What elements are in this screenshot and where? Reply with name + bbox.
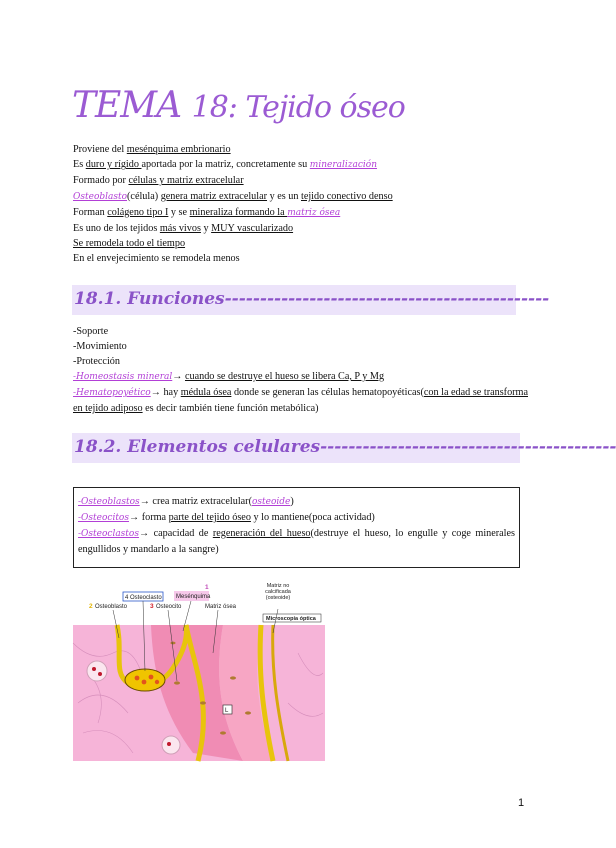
intro-line: Es duro y rígido aportada por la matriz, concretamente su mineralización — [73, 159, 377, 171]
bone-tissue-diagram — [73, 583, 325, 761]
label-microscopio: Microscopía óptica — [266, 616, 316, 622]
label-no-calcificada: Matriz no calcificada (osteoide) — [265, 583, 291, 601]
section-heading-elementos: 18.2. Elementos celulares------------------------------------------ — [72, 433, 520, 463]
funcion-item: -Soporte — [73, 326, 109, 337]
section-heading-funciones: 18.1. Funciones---------------------------------------------- — [72, 285, 516, 315]
intro-line: Se remodela todo el tiempo — [73, 238, 186, 250]
celulas-box — [73, 487, 520, 568]
funcion-item: -Hematopoyético→ hay médula ósea donde se generan las células hematopoyéticas(con la edad se transforma en tejido adiposo es decir también tiene función metabólica) — [73, 387, 528, 414]
funciones-block — [73, 324, 528, 416]
label-osteoblasto: Osteoblasto — [95, 604, 128, 610]
celula-item: -Osteoblastos→ crea matriz extracelular(osteoide) — [78, 496, 294, 507]
celula-item: -Osteoclastos→ capacidad de regeneración del hueso(destruye el hueso, lo engulle y coge minerales engullidos y mandarlo a la sangre) — [78, 528, 515, 555]
celula-item: -Osteocitos→ forma parte del tejido óseo y lo mantiene(poca actividad) — [78, 512, 375, 523]
label-osteocito: Osteocito — [156, 604, 182, 610]
intro-line: En el envejecimiento se remodela menos — [73, 253, 240, 265]
funcion-item: -Homeostasis mineral→ cuando se destruye el hueso se libera Ca, P y Mg — [73, 371, 385, 382]
intro-line: Osteoblasto(célula) genera matriz extracelular y es un tejido conectivo denso — [73, 190, 393, 202]
label-mesenquima: Mesénquima — [176, 594, 211, 600]
intro-line: Forman colágeno tipo I y se mineraliza formando la matriz ósea — [73, 206, 341, 218]
page-title: TEMA 18: Tejido óseo — [72, 85, 405, 126]
page-number: 1 — [518, 797, 525, 809]
intro-line: Formado por células y matriz extracelular — [73, 175, 244, 187]
funcion-item: -Protección — [73, 356, 120, 367]
label-matriz: Matriz ósea — [205, 604, 237, 610]
label-num-2: 2 — [89, 603, 93, 610]
label-num-3: 3 — [150, 603, 154, 610]
funcion-item: -Movimiento — [73, 341, 127, 352]
intro-line: Es uno de los tejidos más vivos y MUY vascularizado — [73, 223, 294, 235]
label-num-1: 1 — [205, 584, 209, 591]
marker-label: L — [225, 708, 229, 714]
intro-line: Proviene del mesénquima embrionario — [73, 144, 231, 155]
blood-vessel-2 — [162, 736, 180, 754]
label-osteoclasto: 4 Osteoclasto — [125, 595, 162, 601]
intro-block — [73, 142, 528, 267]
blood-vessel — [87, 661, 107, 681]
